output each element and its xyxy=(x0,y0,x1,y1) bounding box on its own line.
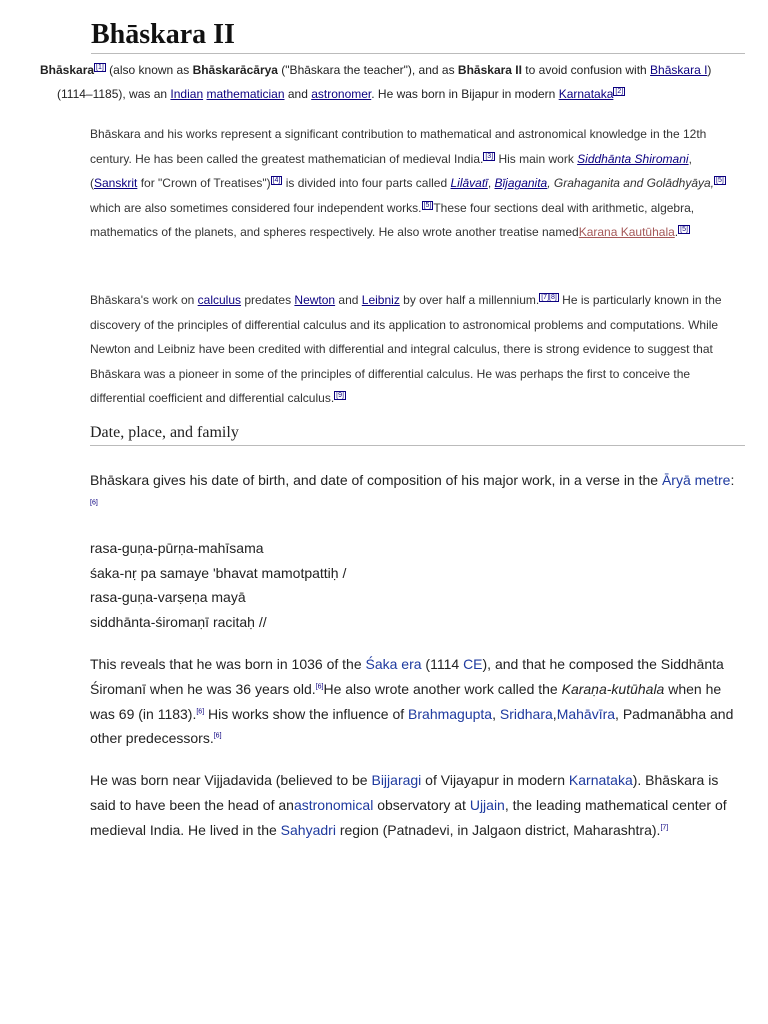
link-sridhara[interactable]: Sridhara xyxy=(499,705,553,722)
link-karnataka-2[interactable]: Karnataka xyxy=(568,772,633,788)
paragraph-date: Bhāskara gives his date of birth, and date of composition of his major work, in a verse in the Āryā metre:[6] xyxy=(90,472,735,507)
citation-7-8[interactable]: [7][8] xyxy=(541,294,557,301)
link-ce[interactable]: CE xyxy=(463,656,483,672)
paragraph-birth: This reveals that he was born in 1036 of the Śaka era (1114 CE), and that he composed the Siddhānta Śiromanī when he was 36 years old.[6]He also wrote another work called the Karaṇa-kutūhala when he was 69 (in 1183).[6] His works show the influence of Brahmagupta, Sridhara,Mahāvīra, Padmanābha and other predecessors.[6] xyxy=(90,656,734,747)
verse-line: siddhānta-śiromaṇī racitaḥ // xyxy=(90,613,267,630)
link-saka-era[interactable]: Śaka era xyxy=(365,656,422,672)
verse-line: śaka-nṛ pa samaye 'bhavat mamotpattiḥ / xyxy=(90,564,347,581)
link-leibniz[interactable]: Leibniz xyxy=(361,293,400,307)
link-bijaganita[interactable]: Bījaganita xyxy=(494,176,548,191)
link-newton[interactable]: Newton xyxy=(294,293,336,307)
citation-4[interactable]: [4] xyxy=(272,177,281,185)
link-arya-metre[interactable]: Āryā metre xyxy=(661,472,731,488)
link-siddhanta-shiromani[interactable]: Siddhānta Shiromani xyxy=(577,151,689,166)
link-brahmagupta[interactable]: Brahmagupta xyxy=(408,705,493,722)
section-heading: Date, place, and family xyxy=(90,423,745,446)
citation-6-c[interactable]: [6] xyxy=(196,707,205,715)
link-bijjaragi[interactable]: Bijjaragi xyxy=(371,772,422,788)
link-indian[interactable]: Indian xyxy=(170,87,204,101)
link-mahavira[interactable]: Mahāvīra xyxy=(556,705,616,722)
link-karana-kautuhala[interactable]: Karana Kautūhala xyxy=(578,225,675,240)
paragraph-works: Bhāskara and his works represent a significant contribution to mathematical and astronomical knowledge in the 12th century. He has been called the greatest mathematician of medieval India. [3] His main work Siddhānta Shiromani, (Sanskrit for "Crown of Treatises") [4] is divided into four parts called Lilāvatī, Bījaganita, Grahaganita and Golādhyāya, [5] which are also sometimes considered four independent works. [5] These four sections deal with arithmetic, algebra, mathematics of the planets, and spheres respectively. He also wrote another treatise namedKarana Kautūhala. [5] xyxy=(90,127,724,240)
link-bhaskara-i[interactable]: Bhāskara I xyxy=(650,63,708,77)
link-astronomer[interactable]: astronomer xyxy=(311,87,372,101)
citation-7[interactable]: [7] xyxy=(660,823,669,831)
citation-2[interactable]: [2] xyxy=(615,88,624,95)
link-karnataka[interactable]: Karnataka xyxy=(558,87,614,101)
citation-6-b[interactable]: [6] xyxy=(315,683,324,691)
link-sanskrit[interactable]: Sanskrit xyxy=(94,176,138,191)
verse-line: rasa-guṇa-pūrṇa-mahīsama xyxy=(90,540,264,556)
link-astronomical[interactable]: astronomical xyxy=(293,796,374,813)
paragraph-place: He was born near Vijjadavida (believed to be Bijjaragi of Vijayapur in modern Karnataka). Bhāskara is said to have been the head of anastronomical observatory at Ujjain, the leading mathematical center of medieval India. He lived in the Sahyadri region (Patnadevi, in Jalgaon district, Maharashtra).[7] xyxy=(90,772,727,838)
paragraph-calculus: Bhāskara's work on calculus predates Newton and Leibniz by over half a millennium. [7][8] He is particularly known in the discovery of the principles of differential calculus and its application to astronomical problems and computations. While Newton and Leibniz have been credited with differential and integral calculus, there is strong evidence to suggest that Bhāskara was a pioneer in some of the principles of differential calculus. He was perhaps the first to conceive the differential coefficient and differential calculus. [9] xyxy=(90,293,722,406)
link-lilavati[interactable]: Lilāvatī xyxy=(450,176,488,191)
citation-5[interactable]: [5] xyxy=(716,177,724,185)
verse-block xyxy=(90,536,740,634)
link-ujjain[interactable]: Ujjain xyxy=(469,796,505,813)
citation-6-a[interactable]: [6] xyxy=(90,499,98,507)
lead-paragraph: Bhāskara [1] (also known as Bhāskarācārya ("Bhāskara the teacher"), and as Bhāskara II to avoid confusion with Bhāskara I) (1114–1185), was an Indian mathematician and astronomer. He was born in Bijapur in modern Karnataka [2] xyxy=(40,63,712,101)
subject-name: Bhāskara xyxy=(40,63,95,77)
page-title: Bhāskara II xyxy=(91,19,745,54)
citation-1[interactable]: [1] xyxy=(96,64,104,71)
citation-9[interactable]: [9] xyxy=(336,392,344,400)
citation-6[interactable]: [5] xyxy=(680,226,688,234)
citation-5b[interactable]: [5] xyxy=(423,201,432,209)
link-sahyadri[interactable]: Sahyadri xyxy=(280,821,336,838)
link-mathematician[interactable]: mathematician xyxy=(206,87,285,101)
citation-6-d[interactable]: [6] xyxy=(213,732,222,740)
verse-line: rasa-guṇa-varṣeṇa mayā xyxy=(90,589,246,605)
citation-3[interactable]: [3] xyxy=(485,152,494,160)
link-calculus[interactable]: calculus xyxy=(197,293,242,307)
